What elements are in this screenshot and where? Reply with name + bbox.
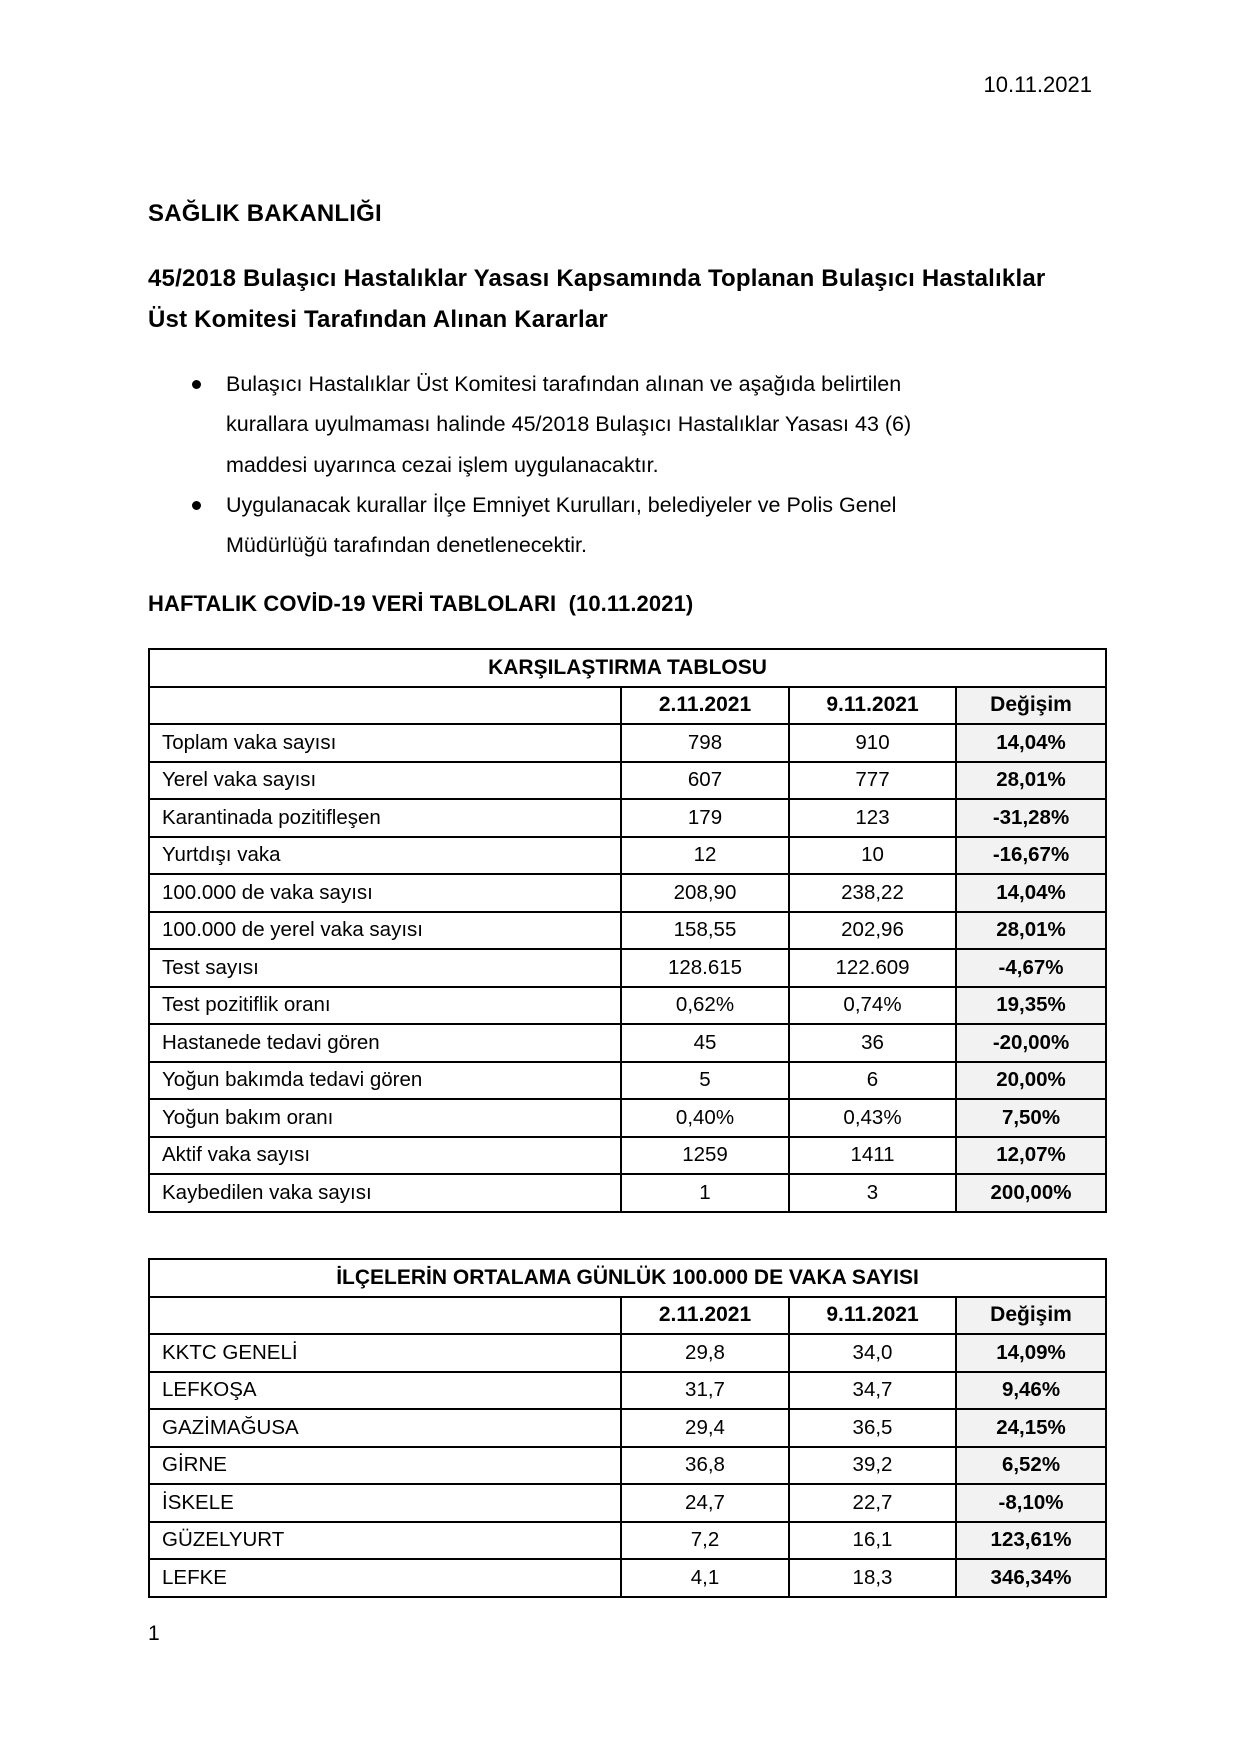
bullet-line: maddesi uyarınca cezai işlem uygulanacaktır. [226,452,659,477]
comparison-table [148,648,1107,1213]
value-cell-date-2: 777 [789,762,956,800]
row-label: LEFKOŞA [149,1372,621,1410]
bullet-line: Müdürlüğü tarafından denetlenecektir. [226,533,587,558]
value-cell-date-2: 3 [789,1174,956,1212]
value-cell-date-1: 0,62% [621,987,789,1025]
table-row [149,1137,1106,1175]
change-cell: 12,07% [956,1137,1106,1175]
table-row [149,1409,1106,1447]
value-cell-date-1: 1 [621,1174,789,1212]
row-label: Yerel vaka sayısı [149,762,621,800]
value-cell-date-1: 12 [621,837,789,875]
table-row [149,1522,1106,1560]
table-row [149,1484,1106,1522]
change-cell: 14,04% [956,874,1106,912]
value-cell-date-1: 1259 [621,1137,789,1175]
table-title: İLÇELERİN ORTALAMA GÜNLÜK 100.000 DE VAKA SAYISI [149,1259,1106,1297]
table-row [149,949,1106,987]
change-cell: 20,00% [956,1062,1106,1100]
row-label: Test pozitiflik oranı [149,987,621,1025]
column-header-date-2: 9.11.2021 [789,1297,956,1335]
ministry-heading: SAĞLIK BAKANLIĞI [148,200,382,227]
row-label: GİRNE [149,1447,621,1485]
bullet-list [148,364,1028,565]
value-cell-date-1: 36,8 [621,1447,789,1485]
value-cell-date-1: 208,90 [621,874,789,912]
value-cell-date-2: 123 [789,799,956,837]
row-label: Yoğun bakım oranı [149,1099,621,1137]
value-cell-date-2: 910 [789,724,956,762]
value-cell-date-1: 158,55 [621,912,789,950]
table-row [149,1372,1106,1410]
table-row [149,874,1106,912]
table-header-row [149,687,1106,725]
value-cell-date-2: 122.609 [789,949,956,987]
change-cell: 200,00% [956,1174,1106,1212]
column-header-blank [149,687,621,725]
change-cell: -8,10% [956,1484,1106,1522]
value-cell-date-2: 202,96 [789,912,956,950]
value-cell-date-1: 607 [621,762,789,800]
value-cell-date-2: 0,43% [789,1099,956,1137]
change-cell: 123,61% [956,1522,1106,1560]
value-cell-date-1: 5 [621,1062,789,1100]
table-row [149,1559,1106,1597]
value-cell-date-1: 31,7 [621,1372,789,1410]
value-cell-date-2: 39,2 [789,1447,956,1485]
row-label: Yurtdışı vaka [149,837,621,875]
value-cell-date-2: 22,7 [789,1484,956,1522]
bullet-line: kurallara uyulmaması halinde 45/2018 Bulaşıcı Hastalıklar Yasası 43 (6) [226,412,912,437]
row-label: Karantinada pozitifleşen [149,799,621,837]
value-cell-date-1: 24,7 [621,1484,789,1522]
value-cell-date-1: 128.615 [621,949,789,987]
document-title [148,258,1108,340]
change-cell: 14,04% [956,724,1106,762]
column-header-date-1: 2.11.2021 [621,1297,789,1335]
table-row [149,987,1106,1025]
row-label: Toplam vaka sayısı [149,724,621,762]
value-cell-date-1: 179 [621,799,789,837]
table-row [149,724,1106,762]
value-cell-date-1: 4,1 [621,1559,789,1597]
table-row [149,1334,1106,1372]
table-row [149,799,1106,837]
row-label: GÜZELYURT [149,1522,621,1560]
value-cell-date-2: 10 [789,837,956,875]
change-cell: 24,15% [956,1409,1106,1447]
table-row [149,912,1106,950]
document-title-line: Üst Komitesi Tarafından Alınan Kararlar [148,306,608,333]
table-row [149,1099,1106,1137]
bullet-icon [192,501,201,510]
row-label: Hastanede tedavi gören [149,1024,621,1062]
value-cell-date-2: 0,74% [789,987,956,1025]
table-header-row [149,1297,1106,1335]
table-row [149,762,1106,800]
value-cell-date-2: 34,7 [789,1372,956,1410]
row-label: KKTC GENELİ [149,1334,621,1372]
column-header-change: Değişim [956,1297,1106,1335]
value-cell-date-2: 238,22 [789,874,956,912]
change-cell: -31,28% [956,799,1106,837]
row-label: İSKELE [149,1484,621,1522]
change-cell: 9,46% [956,1372,1106,1410]
change-cell: -20,00% [956,1024,1106,1062]
value-cell-date-1: 29,4 [621,1409,789,1447]
change-cell: 346,34% [956,1559,1106,1597]
bullet-item [148,485,1028,566]
table-title: KARŞILAŞTIRMA TABLOSU [149,649,1106,687]
bullet-item [148,364,1028,485]
change-cell: -16,67% [956,837,1106,875]
document-date: 10.11.2021 [983,72,1092,97]
value-cell-date-2: 6 [789,1062,956,1100]
value-cell-date-2: 34,0 [789,1334,956,1372]
change-cell: 28,01% [956,762,1106,800]
change-cell: -4,67% [956,949,1106,987]
column-header-change: Değişim [956,687,1106,725]
row-label: GAZİMAĞUSA [149,1409,621,1447]
column-header-blank [149,1297,621,1335]
row-label: Yoğun bakımda tedavi gören [149,1062,621,1100]
value-cell-date-2: 1411 [789,1137,956,1175]
bullet-line: Uygulanacak kurallar İlçe Emniyet Kurulları, belediyeler ve Polis Genel [226,492,897,517]
table-row [149,1024,1106,1062]
table-row [149,1447,1106,1485]
column-header-date-1: 2.11.2021 [621,687,789,725]
table-row [149,837,1106,875]
table-row [149,1062,1106,1100]
column-header-date-2: 9.11.2021 [789,687,956,725]
change-cell: 28,01% [956,912,1106,950]
change-cell: 6,52% [956,1447,1106,1485]
section-heading: HAFTALIK COVİD-19 VERİ TABLOLARI (10.11.2021) [148,591,694,616]
value-cell-date-1: 0,40% [621,1099,789,1137]
value-cell-date-1: 29,8 [621,1334,789,1372]
change-cell: 19,35% [956,987,1106,1025]
change-cell: 14,09% [956,1334,1106,1372]
table-title-row [149,649,1106,687]
value-cell-date-1: 45 [621,1024,789,1062]
page-number: 1 [148,1622,160,1645]
table-title-row [149,1259,1106,1297]
bullet-line: Bulaşıcı Hastalıklar Üst Komitesi tarafından alınan ve aşağıda belirtilen [226,372,902,396]
row-label: Aktif vaka sayısı [149,1137,621,1175]
table-row [149,1174,1106,1212]
district-incidence-table [148,1258,1107,1598]
row-label: 100.000 de yerel vaka sayısı [149,912,621,950]
value-cell-date-2: 16,1 [789,1522,956,1560]
row-label: Test sayısı [149,949,621,987]
value-cell-date-2: 36 [789,1024,956,1062]
value-cell-date-1: 798 [621,724,789,762]
row-label: Kaybedilen vaka sayısı [149,1174,621,1212]
change-cell: 7,50% [956,1099,1106,1137]
value-cell-date-2: 36,5 [789,1409,956,1447]
bullet-icon [192,380,201,389]
document-title-line: 45/2018 Bulaşıcı Hastalıklar Yasası Kapsamında Toplanan Bulaşıcı Hastalıklar [148,265,1046,292]
value-cell-date-1: 7,2 [621,1522,789,1560]
value-cell-date-2: 18,3 [789,1559,956,1597]
row-label: 100.000 de vaka sayısı [149,874,621,912]
row-label: LEFKE [149,1559,621,1597]
